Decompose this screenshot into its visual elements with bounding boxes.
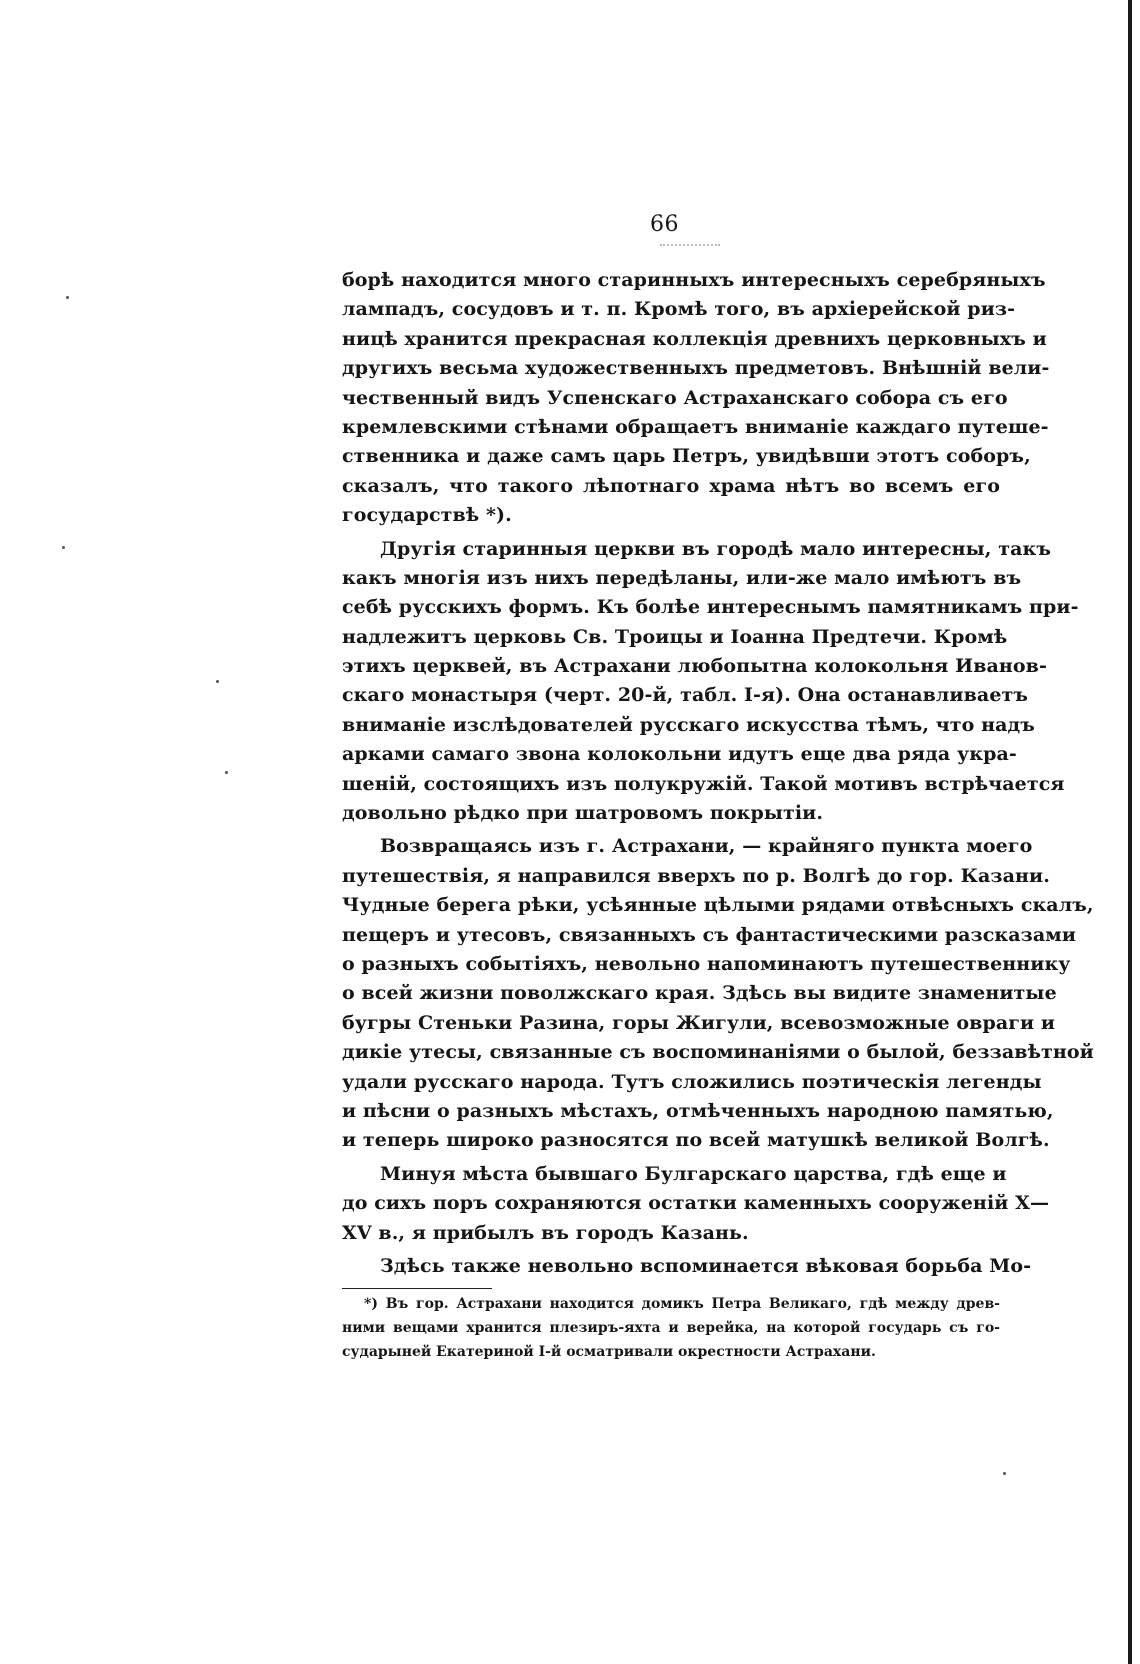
paragraph-1 [342,266,1050,531]
footnote-line: сударыней Екатериной І-й осматривали окрестности Астрахани. [342,1344,876,1360]
text-line: ственника и даже самъ царь Петръ, увидѣвши этотъ соборъ, [342,445,1031,468]
text-line: о всей жизни поволжскаго края. Здѣсь вы видите знаменитые [342,982,1057,1005]
text-line: себѣ русскихъ формъ. Къ болѣе интереснымъ памятникамъ при- [342,596,1079,619]
text-line: шеній, состоящихъ изъ полукружій. Такой мотивъ встрѣчается [342,772,1065,795]
text-line: путешествія, я направился вверхъ по р. Волгѣ до гор. Казани. [342,864,1050,887]
text-line: Чудные берега рѣки, усѣянные цѣлыми рядами отвѣсныхъ скалъ, [342,894,1094,917]
footnote-line: *) Въ гор. Астрахани находится домикъ Петра Великаго, гдѣ между древ- [364,1296,1000,1312]
text-line: XV в., я прибылъ въ городъ Казань. [342,1221,749,1244]
text-line: арками самаго звона колокольни идутъ еще два ряда укра- [342,743,1017,766]
page-number-ornament [660,244,720,248]
text-line: довольно рѣдко при шатровомъ покрытіи. [342,802,824,825]
text-line: удали русскаго народа. Тутъ сложились поэтическія легенды [342,1070,1042,1093]
text-line: кремлевскими стѣнами обращаетъ вниманіе каждаго путеше- [342,415,1049,438]
text-line: ницѣ хранится прекрасная коллекція древнихъ церковныхъ и [342,327,1047,350]
text-line: Возвращаясь изъ г. Астрахани, — крайняго пункта моего [380,835,1033,858]
text-line: этихъ церквей, въ Астрахани любопытна колокольня Иванов- [342,655,1047,678]
text-line: скаго монастыря (черт. 20-й, табл. І-я). Она останавливаетъ [342,684,1029,707]
text-line: какъ многія изъ нихъ передѣланы, или-же мало имѣютъ въ [342,566,1022,589]
text-line: чественный видъ Успенскаго Астраханскаго собора съ его [342,386,1008,409]
scan-speck [225,771,228,774]
text-line: до сихъ поръ сохраняются остатки каменныхъ сооруженій X— [342,1192,1050,1215]
text-line: бугры Стеньки Разина, горы Жигули, всевозможные овраги и [342,1011,1056,1034]
text-line: надлежитъ церковь Св. Троицы и Іоанна Предтечи. Кромѣ [342,625,1008,648]
text-line: пещеръ и утесовъ, связанныхъ съ фантастическими разсказами [342,923,1077,946]
scan-speck [62,546,65,549]
text-line: вниманіе изслѣдователей русскаго искусства тѣмъ, что надъ [342,713,1035,736]
text-line: и пѣсни о разныхъ мѣстахъ, отмѣченныхъ народною памятью, [342,1099,1054,1122]
text-line: и теперь широко разносятся по всей матушкѣ великой Волгѣ. [342,1129,1050,1152]
text-line: государствѣ *). [342,504,512,527]
text-line: о разныхъ событіяхъ, невольно напоминаютъ путешественнику [342,952,1071,975]
paragraph-4 [342,1160,1050,1248]
text-line: лампадъ, сосудовъ и т. п. Кромѣ того, въ архіерейской риз- [342,298,1016,321]
text-line: борѣ находится много старинныхъ интересныхъ серебряныхъ [342,269,1046,291]
text-line: Здѣсь также невольно вспоминается вѣковая борьба Мо- [380,1254,1032,1277]
text-line: дикіе утесы, связанные съ воспоминаніями о былой, беззавѣтной [342,1041,1094,1064]
body-text [342,266,1094,1285]
footnote [342,1292,1000,1364]
scan-speck [1003,1472,1006,1475]
paragraph-2 [342,535,1079,829]
text-line: Другія старинныя церкви въ городѣ мало интересны, такъ [380,537,1052,560]
text-line: сказалъ, что такого лѣпотнаго храма нѣтъ во всемъ его [342,474,1000,497]
text-line: другихъ весьма художественныхъ предметовъ. Внѣшній вели- [342,357,1050,380]
scan-speck [66,296,69,299]
text-line: Минуя мѣста бывшаго Булгарскаго царства, гдѣ еще и [380,1162,1007,1185]
scan-speck [216,680,219,683]
paragraph-3 [342,832,1094,1155]
page-number: 66 [650,212,679,237]
paragraph-5 [342,1252,1032,1281]
footnote-line: ними вещами хранится плезиръ-яхта и верейка, на которой государь съ го- [342,1320,1000,1336]
page-edge-line [1128,0,1132,1664]
footnote-divider [342,1288,492,1289]
